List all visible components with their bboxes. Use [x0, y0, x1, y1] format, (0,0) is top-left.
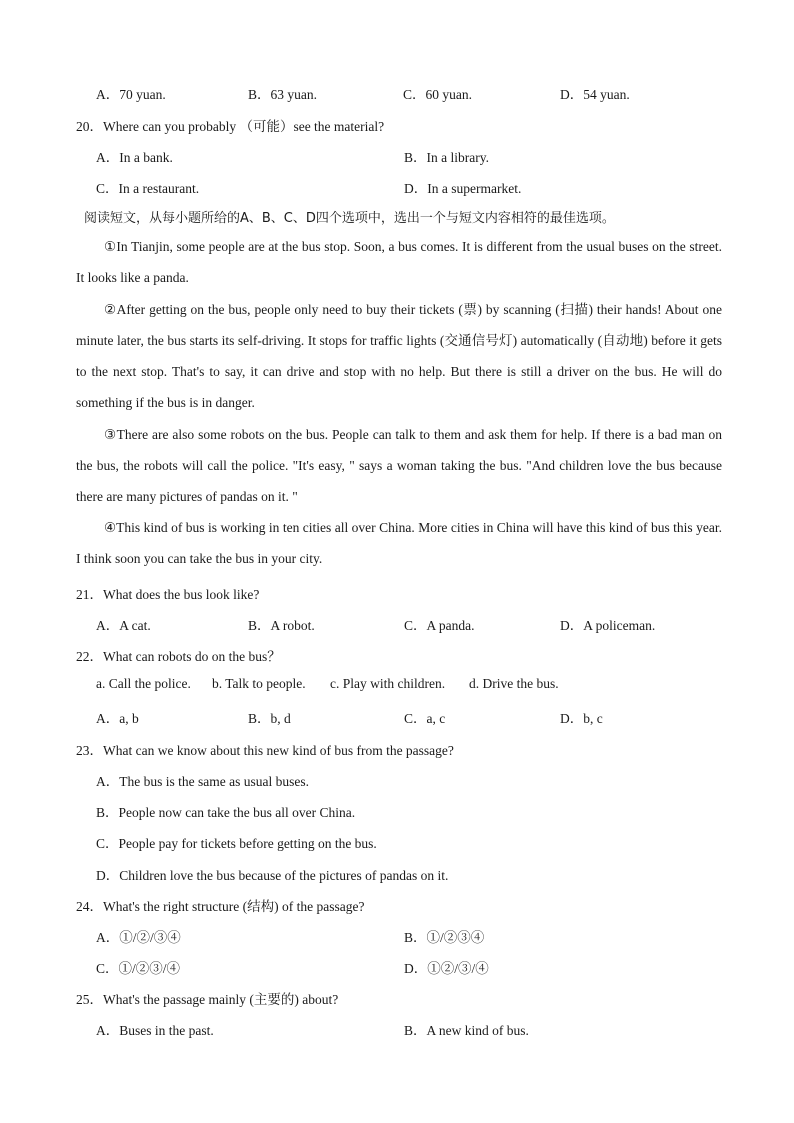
- q21-option-a[interactable]: A．A cat.: [96, 618, 151, 633]
- q22-choice-a: a. Call the police.: [96, 676, 191, 691]
- q22-option-a[interactable]: A．a, b: [96, 711, 139, 726]
- q21-option-d[interactable]: D．A policeman.: [560, 618, 656, 633]
- q22-option-c[interactable]: C．a, c: [404, 711, 446, 726]
- q25-option-b[interactable]: B．A new kind of bus.: [404, 1023, 529, 1038]
- q24-option-b[interactable]: B．①/②③④: [404, 930, 485, 945]
- q22-choice-c: c. Play with children.: [330, 676, 446, 691]
- q20-option-a[interactable]: A．In a bank.: [96, 150, 173, 165]
- q24-option-d[interactable]: D．①②/③/④: [404, 961, 489, 976]
- q19-option-d[interactable]: D．54 yuan.: [560, 87, 630, 102]
- q24-option-c[interactable]: C．①/②③/④: [96, 961, 181, 976]
- q22-choice-d: d. Drive the bus.: [469, 676, 559, 691]
- reading-instructions: 阅读短文，从每小题所给的A、B、C、D四个选项中，选出一个与短文内容相符的最佳选项。: [84, 211, 615, 226]
- passage-paragraph-3: ③There are also some robots on the bus. People can talk to them and ask them for help. If there is a bad man on the bus, the robots will call the police. "It's easy, " says a woman taking the bus. "And children love the bus because there are many pictures of pandas on it. ": [76, 427, 722, 504]
- q22-option-d[interactable]: D．b, c: [560, 711, 603, 726]
- q23-option-a[interactable]: A．The bus is the same as usual buses.: [96, 774, 309, 789]
- q19-option-a[interactable]: A．70 yuan.: [96, 87, 166, 102]
- passage-paragraph-2: ②After getting on the bus, people only need to buy their tickets (票) by scanning (扫描) their hands! About one minute later, the bus starts its self-driving. It stops for traffic lights (交通信号灯) automatically (自动地) before it gets to the next stop. That's to say, it can drive and stop with no help. But there is still a driver on the bus. He will do something if the bus is in danger.: [76, 302, 722, 410]
- passage-paragraph-4: ④This kind of bus is working in ten cities all over China. More cities in China will have this kind of bus this year. I think soon you can take the bus in your city.: [76, 520, 722, 566]
- q20-stem: 20．Where can you probably （可能）see the material?: [76, 119, 385, 134]
- q19-option-c[interactable]: C．60 yuan.: [403, 87, 472, 102]
- q24-option-a[interactable]: A．①/②/③④: [96, 930, 181, 945]
- q20-option-d[interactable]: D．In a supermarket.: [404, 181, 522, 196]
- q22-choice-b: b. Talk to people.: [212, 676, 306, 691]
- q25-option-a[interactable]: A．Buses in the past.: [96, 1023, 214, 1038]
- q22-stem: 22．What can robots do on the bus？: [76, 649, 281, 664]
- q19-option-b[interactable]: B．63 yuan.: [248, 87, 317, 102]
- q22-option-b[interactable]: B．b, d: [248, 711, 291, 726]
- q23-stem: 23．What can we know about this new kind of bus from the passage?: [76, 743, 454, 758]
- q23-option-d[interactable]: D．Children love the bus because of the pictures of pandas on it.: [96, 868, 449, 883]
- q21-stem: 21．What does the bus look like?: [76, 587, 260, 602]
- q25-stem: 25．What's the passage mainly (主要的) about?: [76, 992, 339, 1007]
- q23-option-c[interactable]: C．People pay for tickets before getting on the bus.: [96, 836, 377, 851]
- q23-option-b[interactable]: B．People now can take the bus all over China.: [96, 805, 356, 820]
- q24-stem: 24．What's the right structure (结构) of the passage?: [76, 899, 365, 914]
- q20-option-c[interactable]: C．In a restaurant.: [96, 181, 200, 196]
- q21-option-b[interactable]: B．A robot.: [248, 618, 315, 633]
- q21-option-c[interactable]: C．A panda.: [404, 618, 475, 633]
- q20-option-b[interactable]: B．In a library.: [404, 150, 489, 165]
- passage-paragraph-1: ①In Tianjin, some people are at the bus stop. Soon, a bus comes. It is different from the usual buses on the street. It looks like a panda.: [76, 239, 722, 285]
